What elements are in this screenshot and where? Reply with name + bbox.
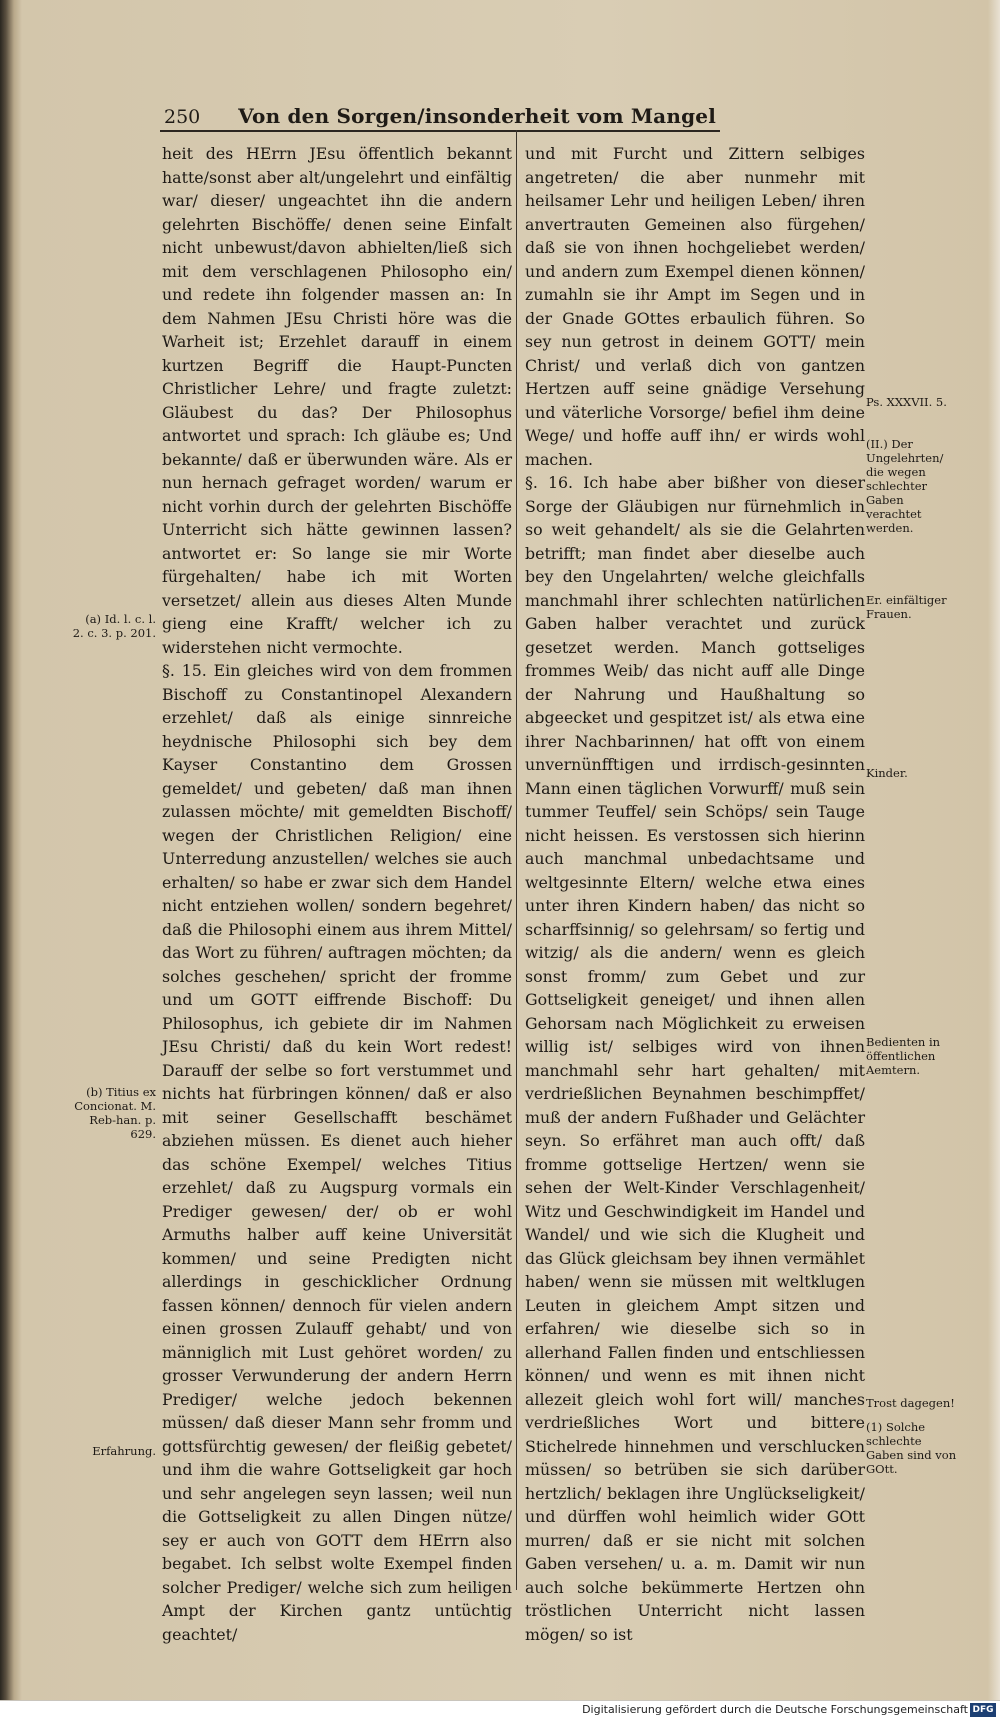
margin-note-right-e: Bedienten in öffentlichen Aemtern. [866, 1035, 941, 1077]
footer-bar [0, 1700, 1000, 1720]
right-paragraph-2: §. 16. Ich habe aber bißher von dieser Sorge der Gläubigen nur fürnehmlich in so weit gehandelt/ als sie die Gelahrten betrifft; man findet aber dieselbe auch bey den Ungelahrten/ welche gleichfalls manchmahl ihrer schlechten natürlichen Gaben halber verachtet und zurück gesetzet werden. Manch gottseliges frommes Weib/ das nicht auff alle Dinge der Nahrung und Haußhaltung so abgeecket und gespitzet ist/ als etwa eine ihrer Nachbarinnen/ hat offt von einem unvernünfftigen und irrdisch-gesinnten Mann einen täglichen Vorwurff/ muß sein tummer Teuffel/ sein Schöps/ sein Tauge nicht heissen. Es verstossen sich hierinn auch manchmal unbedachtsame und weltgesinnte Eltern/ welche etwa eines unter ihren Kindern haben/ das nicht so scharffsinnig/ so gelehrsam/ so fertig und witzig/ als die andern/ wenn es gleich sonst fromm/ zum Gebet und zur Gottseligkeit geneiget/ und ihnen allen Gehorsam nach Möglichkeit zu erweisen willig ist/ selbiges wird von ihnen manchmahl sehr hart gehalten/ mit verdrießlichen Beynahmen beschimpffet/ muß der andern Fußhader und Gelächter seyn. So erfähret man auch offt/ daß fromme gottselige Hertzen/ wenn sie sehen der Welt-Kinder Verschlagenheit/ Witz und Geschwindigkeit im Handel und Wandel/ und wie sich die Klugheit und das Glück gleichsam bey ihnen vermählet haben/ wenn sie müssen mit weltklugen Leuten in gleichem Ampt sitzen und erfahren/ wie dieselbe sich so in allerhand Fallen finden und entschliessen können/ und wenn es mit ihnen nicht allezeit gleich wohl fort will/ manches verdrießliches Wort und bittere Stichelrede hinnehmen und verschlucken müssen/ so betrüben sie sich darüber hertzlich/ beklagen ihre Unglückseligkeit/ und dürffen wohl heimlich wider GOtt murren/ daß er sie nicht mit solchen Gaben versehen/ u. a. m. Damit wir nun auch solche bekümmerte Hertzen ohn tröstlichen Unterricht nicht lassen mögen/ so ist [525, 473, 865, 1644]
funding-notice: Digitalisierung gefördert durch die Deutsche Forschungsgemeinschaft [582, 1703, 968, 1716]
margin-note-right-g: (1) Solche schlechte Gaben sind von GOtt. [866, 1420, 957, 1476]
right-paragraph-1: und mit Furcht und Zittern selbiges angetreten/ die aber nunmehr mit heilsamer Lehr und heiligen Leben/ ihren anvertrauten Gemeinen also fürgehen/ daß sie von ihnen hochgeliebet werden/ und andern zum Exempel dienen können/ zumahln sie ihr Ampt im Segen und in der Gnade GOttes erbaulich führen. So sey nun getrost in deinem GOTT/ mein Christ/ und verlaß dich von gantzen Hertzen auff seine gnädige Versehung und väterliche Vorsorge/ befiel ihm deine Wege/ und hoffe auff ihn/ er wirds wohl machen. [525, 144, 865, 469]
margin-note-left-b: (b) Titius ex Concionat. M. Reb-han. p. 629. [74, 1085, 156, 1141]
running-title: Von den Sorgen/insonderheit vom Mangel [238, 104, 716, 128]
margin-note-right-d: Kinder. [866, 766, 908, 780]
column-divider [516, 130, 517, 1590]
margin-note-right-b: (II.) Der Ungelehrten/ die wegen schlechter Gaben verachtet werden. [866, 437, 944, 535]
left-paragraph-1: heit des HErrn JEsu öffentlich bekannt hatte/sonst aber alt/ungelehrt und einfältig war/ dieser/ ungeachtet ihn die andern gelehrten Bischöffe/ denen seine Einfalt nicht unbewust/davon abhielten/ließ sich mit dem verschlagenen Philosopho ein/ und redete ihn folgender massen an: In dem Nahmen JEsu Christi höre was die Warheit ist; Erzehlet darauff in einem kurtzen Begriff die Haupt-Puncten Christlicher Lehre/ und fragte zuletzt: Gläubest du das? Der Philosophus antwortet und sprach: Ich gläube es; Und bekannte/ daß er überwunden wäre. Als er nun hernach gefraget worden/ warum er nicht vorhin durch der gelehrten Bischöffe Unterricht sich hätte gewinnen lassen? antwortet er: So lange sie mir Worte fürgehalten/ habe ich mit Worten versetzet/ allein aus dieses Alten Munde gieng eine Krafft/ welcher ich zu widerstehen nicht vermochte. [162, 144, 512, 657]
margin-note-left-a: (a) Id. l. c. l. 2. c. 3. p. 201. [72, 612, 156, 640]
margin-note-left-c: Erfahrung. [92, 1444, 156, 1458]
page-number: 250 [164, 106, 201, 128]
right-column [525, 142, 865, 1646]
left-paragraph-2: §. 15. Ein gleiches wird von dem frommen Bischoff zu Constantinopel Alexandern erzehlet/ daß als einige sinnreiche heydnische Philosophi sich bey dem Kayser Constantino dem Grossen gemeldet/ und gebeten/ daß man ihnen zulassen möchte/ mit gemeldten Bischoff/ wegen der Christlichen Religion/ eine Unterredung anzustellen/ welches sie auch erhalten/ so habe er zwar sich dem Handel nicht entziehen wollen/ sondern begehret/ daß die Philosophi einem aus ihrem Mittel/ das Wort zu führen/ auftragen möchten; da solches geschehen/ spricht der fromme und um GOTT eiffrende Bischoff: Du Philosophus, ich gebiete dir im Nahmen JEsu Christi/ daß du kein Wort redest! Darauff der selbe so fort verstummet und nichts hat fürbringen können/ daß er also mit seiner Gesellschafft beschämet abziehen müssen. Es dienet auch hieher das schöne Exempel/ welches Titius erzehlet/ daß zu Augspurg vormals ein Prediger gewesen/ der/ ob er wohl Armuths halber auff keine Universität kommen/ und seine Predigten nicht allerdings in geschicklicher Ordnung fassen können/ dennoch für vielen andern einen grossen Zulauff gehabt/ und von männiglich mit Lust gehöret worden/ zu grosser Verwunderung der andern Herrn Prediger/ welche jedoch bekennen müssen/ daß dieser Mann sehr fromm und gottsfürchtig gewesen/ der fleißig gebetet/ und ihm die wahre Gottseligkeit gar hoch und sehr angelegen seyn lassen; weil nun die Gottseligkeit zu allen Dingen nütze/ sey er auch von GOTT dem HErrn also begabet. Ich selbst wolte Exempel finden solcher Prediger/ welche sich zum heiligen Ampt der Kirchen gantz untüchtig geachtet/ [162, 661, 512, 1644]
margin-note-right-f: Trost dagegen! [866, 1396, 955, 1410]
margin-note-right-a: Ps. XXXVII. 5. [866, 395, 947, 409]
margin-note-right-c: Er. einfältiger Frauen. [866, 593, 947, 621]
dfg-logo: DFG [970, 1703, 996, 1717]
left-column [162, 142, 512, 1646]
page-header [160, 100, 720, 132]
